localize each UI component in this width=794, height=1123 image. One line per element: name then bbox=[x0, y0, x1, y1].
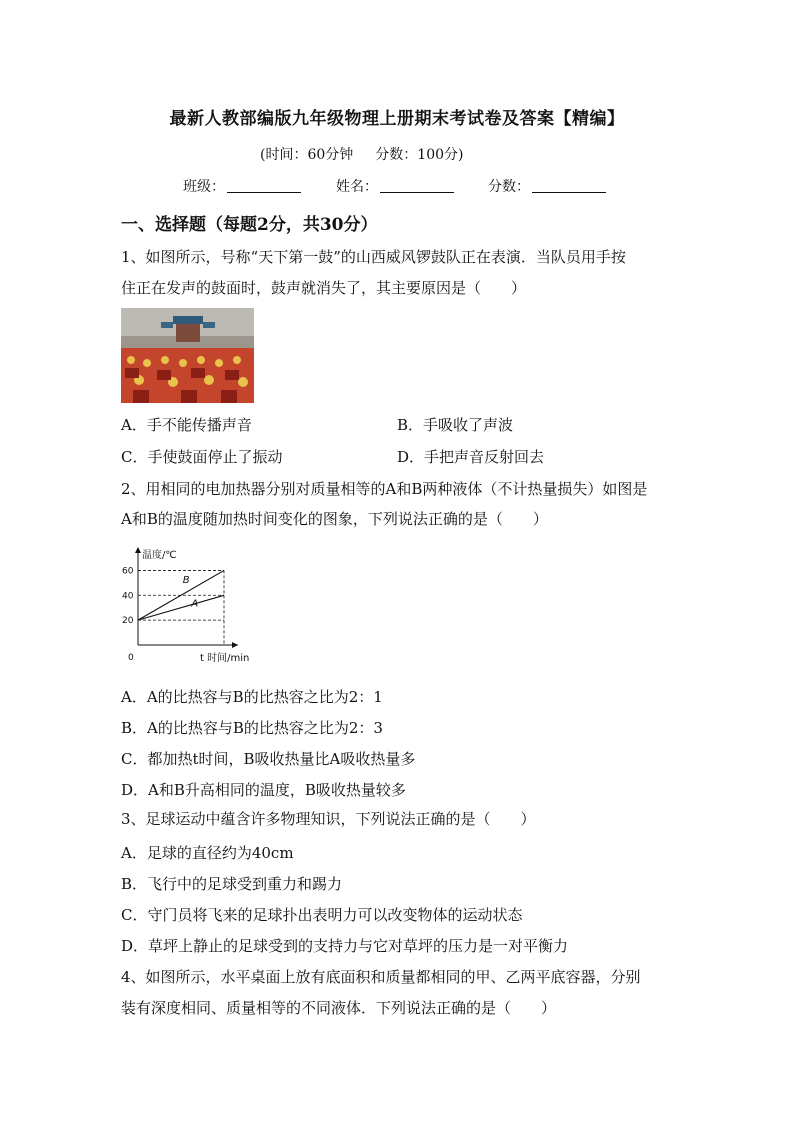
q1-line-2: 住正在发声的鼓面时，鼓声就消失了，其主要原因是（ ） bbox=[121, 279, 527, 297]
exam-time: (时间：60分钟 bbox=[260, 147, 354, 163]
name-field bbox=[336, 176, 454, 196]
q1-line-1: 1、如图所示，号称“天下第一鼓”的山西威风锣鼓队正在表演．当队员用手按 bbox=[121, 248, 626, 266]
y-tick-label: 60 bbox=[122, 566, 134, 577]
class-label: 班级： bbox=[183, 179, 225, 195]
chart-svg bbox=[118, 544, 268, 668]
class-field bbox=[183, 176, 301, 196]
q3-option-d[interactable]: D．草坪上静止的足球受到的支持力与它对草坪的压力是一对平衡力 bbox=[121, 937, 569, 955]
q3-option-c[interactable]: C．守门员将飞来的足球扑出表明力可以改变物体的运动状态 bbox=[121, 906, 523, 924]
q1-option-d[interactable]: D．手把声音反射回去 bbox=[397, 448, 545, 466]
series-line-a bbox=[138, 595, 224, 620]
origin-label: 0 bbox=[128, 653, 134, 663]
q2-option-c[interactable]: C．都加热t时间，B吸收热量比A吸收热量多 bbox=[121, 750, 416, 768]
score-label: 分数： bbox=[488, 179, 530, 195]
q1-option-c[interactable]: C．手使鼓面停止了振动 bbox=[121, 448, 283, 466]
exam-total-score: 分数：100分) bbox=[375, 147, 464, 163]
score-blank[interactable] bbox=[532, 178, 606, 193]
q2-line-1: 2、用相同的电加热器分别对质量相等的A和B两种液体（不计热量损失）如图是 bbox=[121, 480, 648, 498]
section-title: 一、选择题（每题2分，共30分） bbox=[121, 215, 378, 235]
q2-option-a[interactable]: A．A的比热容与B的比热容之比为2：1 bbox=[121, 688, 383, 706]
q4-line-2: 装有深度相同、质量相等的不同液体．下列说法正确的是（ ） bbox=[121, 999, 557, 1017]
y-axis-label: 温度/℃ bbox=[142, 550, 177, 561]
y-tick-label: 40 bbox=[122, 591, 134, 602]
x-axis-label: t 时间/min bbox=[200, 653, 250, 664]
series-label-a: A bbox=[191, 598, 199, 610]
q3-line-1: 3、足球运动中蕴含许多物理知识，下列说法正确的是（ ） bbox=[121, 810, 536, 828]
y-axis-arrow bbox=[135, 547, 141, 553]
q1-option-b[interactable]: B．手吸收了声波 bbox=[397, 416, 514, 434]
temperature-time-graph bbox=[118, 544, 268, 668]
q4-line-1: 4、如图所示，水平桌面上放有底面积和质量都相同的甲、乙两平底容器，分别 bbox=[121, 968, 641, 986]
y-tick-label: 20 bbox=[122, 616, 134, 627]
exam-meta bbox=[260, 144, 463, 164]
series-label-b: B bbox=[182, 574, 190, 586]
class-blank[interactable] bbox=[227, 178, 301, 193]
q3-option-b[interactable]: B．飞行中的足球受到重力和踢力 bbox=[121, 875, 343, 893]
q3-option-a[interactable]: A．足球的直径约为40cm bbox=[121, 844, 294, 862]
name-label: 姓名： bbox=[336, 179, 378, 195]
score-field bbox=[488, 176, 606, 196]
q1-option-a[interactable]: A．手不能传播声音 bbox=[121, 416, 252, 434]
q2-option-d[interactable]: D．A和B升高相同的温度，B吸收热量较多 bbox=[121, 781, 406, 799]
name-blank[interactable] bbox=[380, 178, 454, 193]
q2-line-2: A和B的温度随加热时间变化的图象，下列说法正确的是（ ） bbox=[121, 510, 548, 528]
page-title: 最新人教部编版九年级物理上册期末考试卷及答案【精编】 bbox=[169, 109, 625, 129]
q2-option-b[interactable]: B．A的比热容与B的比热容之比为2：3 bbox=[121, 719, 383, 737]
x-axis-arrow bbox=[232, 642, 238, 648]
drum-troupe-photo bbox=[121, 308, 254, 403]
